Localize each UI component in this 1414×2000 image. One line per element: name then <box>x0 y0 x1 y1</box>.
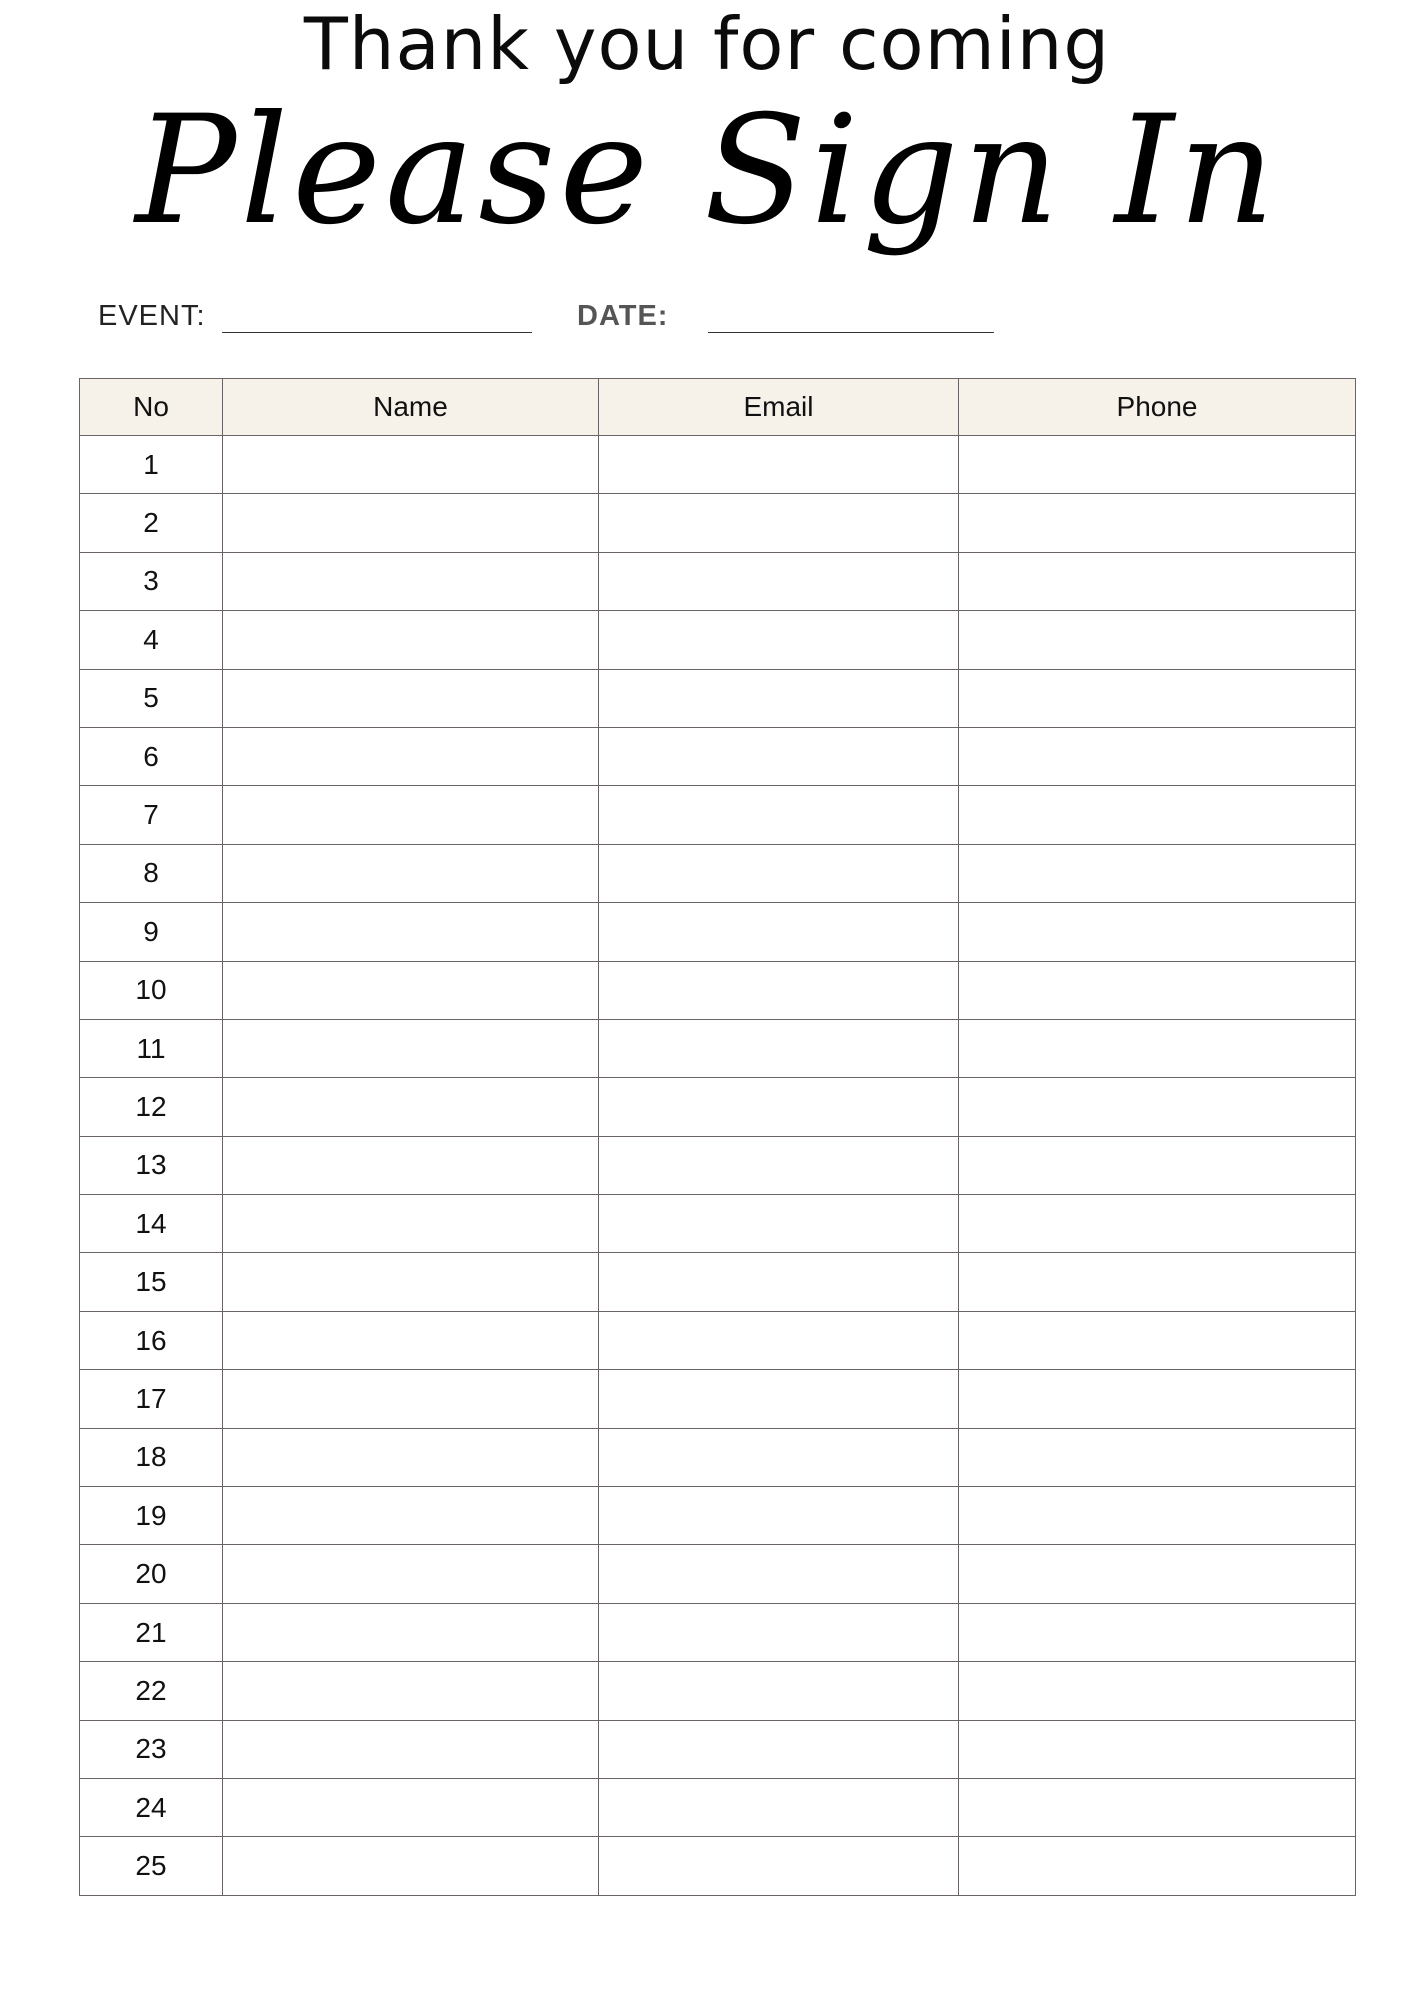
phone-cell[interactable] <box>959 1778 1356 1836</box>
table-row <box>80 1778 1356 1836</box>
row-number: 6 <box>80 727 223 785</box>
name-cell[interactable] <box>223 1253 599 1311</box>
email-cell[interactable] <box>599 1662 959 1720</box>
phone-cell[interactable] <box>959 436 1356 494</box>
phone-cell[interactable] <box>959 844 1356 902</box>
name-cell[interactable] <box>223 1603 599 1661</box>
name-cell[interactable] <box>223 494 599 552</box>
table-row <box>80 1545 1356 1603</box>
row-number: 9 <box>80 903 223 961</box>
name-cell[interactable] <box>223 727 599 785</box>
phone-cell[interactable] <box>959 1019 1356 1077</box>
row-number: 24 <box>80 1778 223 1836</box>
table-body <box>80 436 1356 1896</box>
table-row <box>80 552 1356 610</box>
name-cell[interactable] <box>223 669 599 727</box>
email-cell[interactable] <box>599 1603 959 1661</box>
email-cell[interactable] <box>599 611 959 669</box>
name-cell[interactable] <box>223 1720 599 1778</box>
phone-cell[interactable] <box>959 1370 1356 1428</box>
email-cell[interactable] <box>599 1195 959 1253</box>
name-cell[interactable] <box>223 1019 599 1077</box>
row-number: 4 <box>80 611 223 669</box>
column-header-no: No <box>80 379 223 436</box>
date-field-line[interactable] <box>708 332 994 333</box>
phone-cell[interactable] <box>959 669 1356 727</box>
email-cell[interactable] <box>599 436 959 494</box>
table-row <box>80 1195 1356 1253</box>
page-title: Please Sign In <box>135 84 1279 258</box>
table-row <box>80 1428 1356 1486</box>
table-row <box>80 611 1356 669</box>
email-cell[interactable] <box>599 1136 959 1194</box>
email-cell[interactable] <box>599 1370 959 1428</box>
table-row <box>80 1253 1356 1311</box>
name-cell[interactable] <box>223 1370 599 1428</box>
table-row <box>80 961 1356 1019</box>
name-cell[interactable] <box>223 1428 599 1486</box>
row-number: 2 <box>80 494 223 552</box>
name-cell[interactable] <box>223 1487 599 1545</box>
name-cell[interactable] <box>223 611 599 669</box>
row-number: 20 <box>80 1545 223 1603</box>
table-row <box>80 1603 1356 1661</box>
table-row <box>80 1019 1356 1077</box>
event-field-line[interactable] <box>222 332 532 333</box>
row-number: 16 <box>80 1311 223 1369</box>
phone-cell[interactable] <box>959 1195 1356 1253</box>
phone-cell[interactable] <box>959 1720 1356 1778</box>
name-cell[interactable] <box>223 1136 599 1194</box>
column-header-phone: Phone <box>959 379 1356 436</box>
row-number: 8 <box>80 844 223 902</box>
email-cell[interactable] <box>599 552 959 610</box>
table-header-row <box>80 379 1356 436</box>
subtitle: Thank you for coming <box>303 2 1111 86</box>
phone-cell[interactable] <box>959 494 1356 552</box>
table-row <box>80 1662 1356 1720</box>
table-row <box>80 1720 1356 1778</box>
phone-cell[interactable] <box>959 961 1356 1019</box>
name-cell[interactable] <box>223 436 599 494</box>
signin-table <box>79 378 1356 1896</box>
event-label: EVENT: <box>98 300 206 332</box>
table-row <box>80 669 1356 727</box>
email-cell[interactable] <box>599 786 959 844</box>
email-cell[interactable] <box>599 1487 959 1545</box>
name-cell[interactable] <box>223 1311 599 1369</box>
email-cell[interactable] <box>599 1720 959 1778</box>
table-row <box>80 903 1356 961</box>
email-cell[interactable] <box>599 1311 959 1369</box>
phone-cell[interactable] <box>959 1487 1356 1545</box>
email-cell[interactable] <box>599 727 959 785</box>
column-header-name: Name <box>223 379 599 436</box>
table-row <box>80 1837 1356 1895</box>
table-row <box>80 1487 1356 1545</box>
email-cell[interactable] <box>599 669 959 727</box>
row-number: 1 <box>80 436 223 494</box>
table-row <box>80 727 1356 785</box>
phone-cell[interactable] <box>959 1545 1356 1603</box>
email-cell[interactable] <box>599 844 959 902</box>
name-cell[interactable] <box>223 844 599 902</box>
name-cell[interactable] <box>223 786 599 844</box>
row-number: 15 <box>80 1253 223 1311</box>
table-row <box>80 786 1356 844</box>
name-cell[interactable] <box>223 1662 599 1720</box>
row-number: 13 <box>80 1136 223 1194</box>
name-cell[interactable] <box>223 1778 599 1836</box>
email-cell[interactable] <box>599 961 959 1019</box>
phone-cell[interactable] <box>959 1428 1356 1486</box>
table-row <box>80 1370 1356 1428</box>
row-number: 17 <box>80 1370 223 1428</box>
phone-cell[interactable] <box>959 1253 1356 1311</box>
column-header-email: Email <box>599 379 959 436</box>
phone-cell[interactable] <box>959 1078 1356 1136</box>
phone-cell[interactable] <box>959 552 1356 610</box>
email-cell[interactable] <box>599 1428 959 1486</box>
name-cell[interactable] <box>223 1545 599 1603</box>
row-number: 23 <box>80 1720 223 1778</box>
row-number: 21 <box>80 1603 223 1661</box>
phone-cell[interactable] <box>959 1603 1356 1661</box>
email-cell[interactable] <box>599 1545 959 1603</box>
date-label: DATE: <box>577 300 669 332</box>
table-row <box>80 494 1356 552</box>
name-cell[interactable] <box>223 1195 599 1253</box>
phone-cell[interactable] <box>959 903 1356 961</box>
phone-cell[interactable] <box>959 611 1356 669</box>
name-cell[interactable] <box>223 1078 599 1136</box>
table-row <box>80 844 1356 902</box>
row-number: 10 <box>80 961 223 1019</box>
phone-cell[interactable] <box>959 786 1356 844</box>
row-number: 11 <box>80 1019 223 1077</box>
row-number: 5 <box>80 669 223 727</box>
row-number: 14 <box>80 1195 223 1253</box>
row-number: 7 <box>80 786 223 844</box>
phone-cell[interactable] <box>959 727 1356 785</box>
table-row <box>80 1078 1356 1136</box>
row-number: 12 <box>80 1078 223 1136</box>
row-number: 25 <box>80 1837 223 1895</box>
phone-cell[interactable] <box>959 1837 1356 1895</box>
name-cell[interactable] <box>223 1837 599 1895</box>
row-number: 18 <box>80 1428 223 1486</box>
row-number: 22 <box>80 1662 223 1720</box>
email-cell[interactable] <box>599 903 959 961</box>
email-cell[interactable] <box>599 1778 959 1836</box>
phone-cell[interactable] <box>959 1662 1356 1720</box>
email-cell[interactable] <box>599 1078 959 1136</box>
table-row <box>80 436 1356 494</box>
row-number: 3 <box>80 552 223 610</box>
name-cell[interactable] <box>223 552 599 610</box>
table-row <box>80 1311 1356 1369</box>
name-cell[interactable] <box>223 961 599 1019</box>
event-date-row <box>0 296 1414 336</box>
phone-cell[interactable] <box>959 1136 1356 1194</box>
table-row <box>80 1136 1356 1194</box>
name-cell[interactable] <box>223 903 599 961</box>
email-cell[interactable] <box>599 1837 959 1895</box>
email-cell[interactable] <box>599 1253 959 1311</box>
email-cell[interactable] <box>599 1019 959 1077</box>
email-cell[interactable] <box>599 494 959 552</box>
phone-cell[interactable] <box>959 1311 1356 1369</box>
row-number: 19 <box>80 1487 223 1545</box>
